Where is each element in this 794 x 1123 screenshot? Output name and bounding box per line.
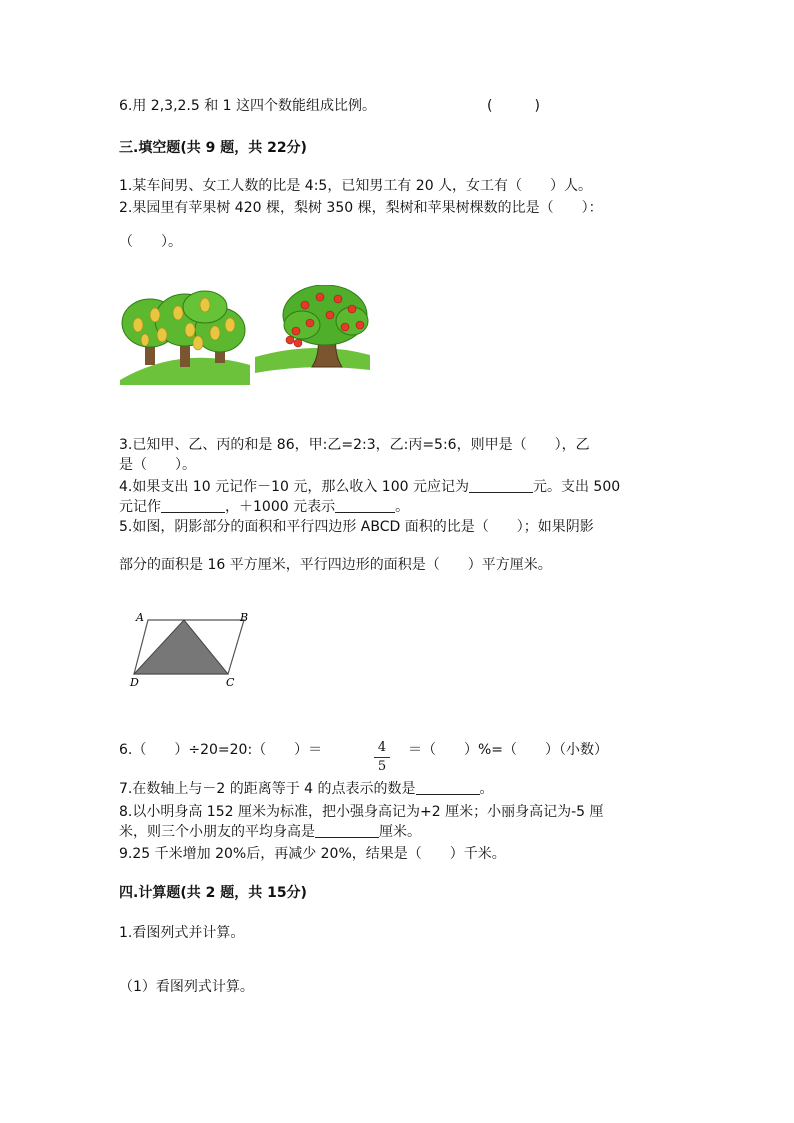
label-c: C <box>226 676 235 688</box>
fill-q3-line1: 3.已知甲、乙、丙的和是 86，甲:乙=2:3，乙:丙=5:6，则甲是（ ），乙 <box>119 437 590 453</box>
fill-q6-fraction <box>374 740 390 775</box>
orchard-illustration <box>120 285 380 385</box>
parallelogram-figure <box>128 608 252 688</box>
fill-q6-right: ＝（ ）%=（ ）（小数） <box>408 742 609 758</box>
judge-q6 <box>119 96 376 116</box>
apple-tree-image <box>255 285 370 373</box>
fill-q8-line1: 8.以小明身高 152 厘米为标准，把小强身高记为+2 厘米；小丽身高记为-5 厘 <box>119 804 604 820</box>
judge-q6-answer-paren: ( ) <box>487 98 540 114</box>
shaded-triangle <box>134 620 228 674</box>
fill-q2-line2: （ ）。 <box>119 234 182 250</box>
fill-q7-end: 。 <box>479 781 494 797</box>
calc-q1-sub: （1）看图列式计算。 <box>119 979 254 995</box>
fill-q3-line2: 是（ ）。 <box>119 457 196 473</box>
fill-q4-line2 <box>119 497 409 517</box>
fill-q4-text-a: 4.如果支出 10 元记作－10 元，那么收入 100 元应记为 <box>119 479 469 495</box>
fill-q4-text-b: 元。支出 500 <box>532 479 621 495</box>
judge-q6-text: 6.用 2,3,2.5 和 1 这四个数能组成比例。 <box>119 98 377 114</box>
fill-q1: 1.某车间男、女工人数的比是 4:5，已知男工有 20 人，女工有（ ）人。 <box>119 178 593 194</box>
fill-q4-blank-2 <box>161 498 225 513</box>
fill-q8-blank <box>315 823 379 838</box>
fill-q4-blank-3 <box>335 498 395 513</box>
fill-q9: 9.25 千米增加 20%后，再减少 20%，结果是（ ）千米。 <box>119 846 506 862</box>
label-d: D <box>130 676 139 688</box>
section4-title: 四.计算题(共 2 题，共 15分) <box>119 885 307 901</box>
fill-q4-blank-1 <box>469 478 533 493</box>
fill-q7-text: 7.在数轴上与－2 的距离等于 4 的点表示的数是 <box>119 781 416 797</box>
fill-q5-line1: 5.如图，阴影部分的面积和平行四边形 ABCD 面积的比是（ ）；如果阴影 <box>119 519 594 535</box>
fill-q7-blank <box>416 780 480 795</box>
fill-q7 <box>119 779 494 799</box>
fill-q8-text: 米，则三个小朋友的平均身高是 <box>119 824 315 840</box>
label-a: A <box>136 611 144 624</box>
fill-q4-text-d: ，＋1000 元表示 <box>225 499 336 515</box>
fraction-bar <box>374 757 390 758</box>
fill-q2-line1: 2.果园里有苹果树 420 棵，梨树 350 棵，梨树和苹果树棵数的比是（ ）： <box>119 200 603 216</box>
calc-q1: 1.看图列式并计算。 <box>119 925 245 941</box>
fill-q8-end: 厘米。 <box>379 824 421 840</box>
fill-q5-line2: 部分的面积是 16 平方厘米，平行四边形的面积是（ ）平方厘米。 <box>119 557 552 573</box>
section3-title: 三.填空题(共 9 题，共 22分) <box>119 140 307 156</box>
label-b: B <box>240 611 249 624</box>
fill-q4-line1 <box>119 477 620 497</box>
fill-q4-text-e: 。 <box>395 499 410 515</box>
fill-q8-line2 <box>119 822 421 842</box>
fill-q6-left: 6.（ ）÷20=20:（ ）＝ <box>119 742 323 758</box>
fill-q4-text-c: 元记作 <box>119 499 161 515</box>
pear-trees-image <box>120 291 250 385</box>
fraction-denominator: 5 <box>377 759 387 774</box>
fraction-numerator: 4 <box>377 740 387 755</box>
